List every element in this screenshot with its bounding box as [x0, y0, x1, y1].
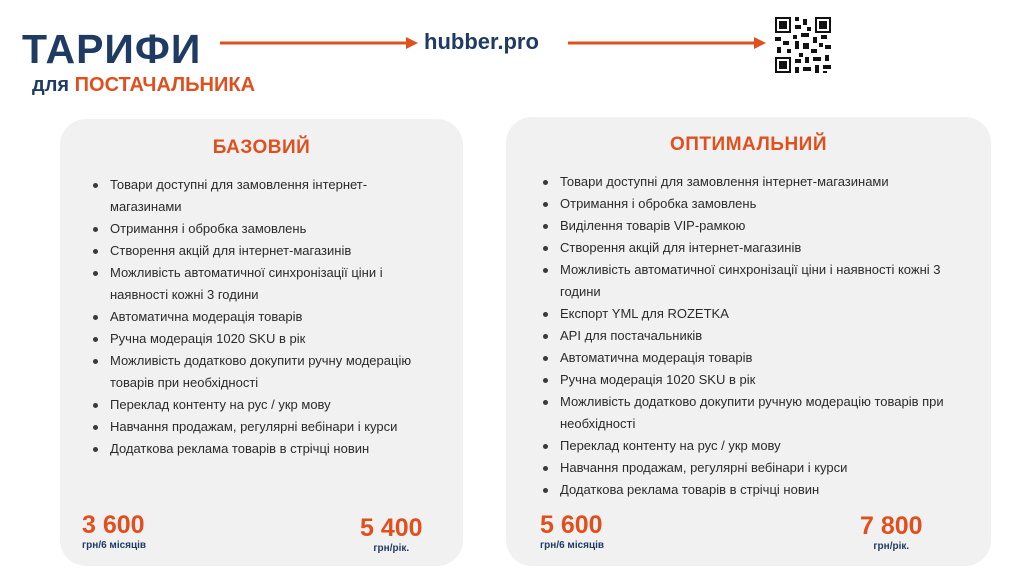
- website-link[interactable]: hubber.pro: [424, 29, 539, 54]
- list-item: Виділення товарів VIP-рамкою: [543, 215, 973, 237]
- price-year: [860, 512, 923, 553]
- list-item: Отримання і обробка замовлень: [93, 218, 433, 240]
- arrow-right-icon: [220, 36, 420, 50]
- plan-card-optimal: [506, 117, 991, 566]
- price-unit: грн/рік.: [873, 541, 910, 552]
- list-item: Створення акцій для інтернет-магазинів: [543, 237, 973, 259]
- subtitle-accent: ПОСТАЧАЛЬНИКА: [74, 74, 256, 96]
- price-half-year: [82, 511, 146, 552]
- price-unit: грн/6 місяців: [540, 540, 605, 551]
- qr-code-icon: [775, 17, 831, 73]
- list-item: Автоматична модерація товарів: [543, 347, 973, 369]
- feature-list: [543, 171, 973, 501]
- price-value: 5 400: [360, 514, 423, 542]
- plan-title: ОПТИМАЛЬНИЙ: [670, 134, 827, 155]
- list-item: Переклад контенту на рус / укр мову: [93, 394, 433, 416]
- list-item: Додаткова реклама товарів в стрічці новин: [93, 438, 433, 460]
- price-year: [360, 514, 423, 555]
- plan-card-basic: [60, 119, 463, 566]
- price-value: 5 600: [540, 511, 603, 539]
- price-half-year: [540, 511, 604, 552]
- list-item: Автоматична модерація товарів: [93, 306, 433, 328]
- list-item: Навчання продажам, регулярні вебінари і курси: [543, 457, 973, 479]
- page-title: ТАРИФИ: [22, 26, 202, 72]
- list-item: Товари доступні для замовлення інтернет-магазинами: [543, 171, 973, 193]
- list-item: Товари доступні для замовлення інтернет-магазинами: [93, 174, 433, 218]
- price-value: 3 600: [82, 511, 145, 539]
- list-item: API для постачальників: [543, 325, 973, 347]
- price-unit: грн/6 місяців: [82, 540, 147, 551]
- list-item: Експорт YML для ROZETKA: [543, 303, 973, 325]
- list-item: Переклад контенту на рус / укр мову: [543, 435, 973, 457]
- page-subtitle: [32, 72, 255, 98]
- list-item: Ручна модерація 1020 SKU в рік: [543, 369, 973, 391]
- list-item: Можливість автоматичної синхронізації ціни і наявності кожні 3 години: [543, 259, 973, 303]
- list-item: Можливість додатково докупити ручную модерацію товарів при необхідності: [543, 391, 973, 435]
- price-value: 7 800: [860, 512, 923, 540]
- plan-title: БАЗОВИЙ: [212, 137, 311, 158]
- feature-list: [93, 174, 433, 460]
- price-unit: грн/рік.: [373, 543, 410, 554]
- list-item: Отримання і обробка замовлень: [543, 193, 973, 215]
- list-item: Додаткова реклама товарів в стрічці новин: [543, 479, 973, 501]
- subtitle-prefix: для: [32, 74, 70, 96]
- list-item: Навчання продажам, регулярні вебінари і курси: [93, 416, 433, 438]
- arrow-right-icon: [568, 36, 768, 50]
- list-item: Можливість додатково докупити ручну модерацію товарів при необхідності: [93, 350, 433, 394]
- list-item: Можливість автоматичної синхронізації ціни і наявності кожні 3 години: [93, 262, 433, 306]
- list-item: Створення акцій для інтернет-магазинів: [93, 240, 433, 262]
- list-item: Ручна модерація 1020 SKU в рік: [93, 328, 433, 350]
